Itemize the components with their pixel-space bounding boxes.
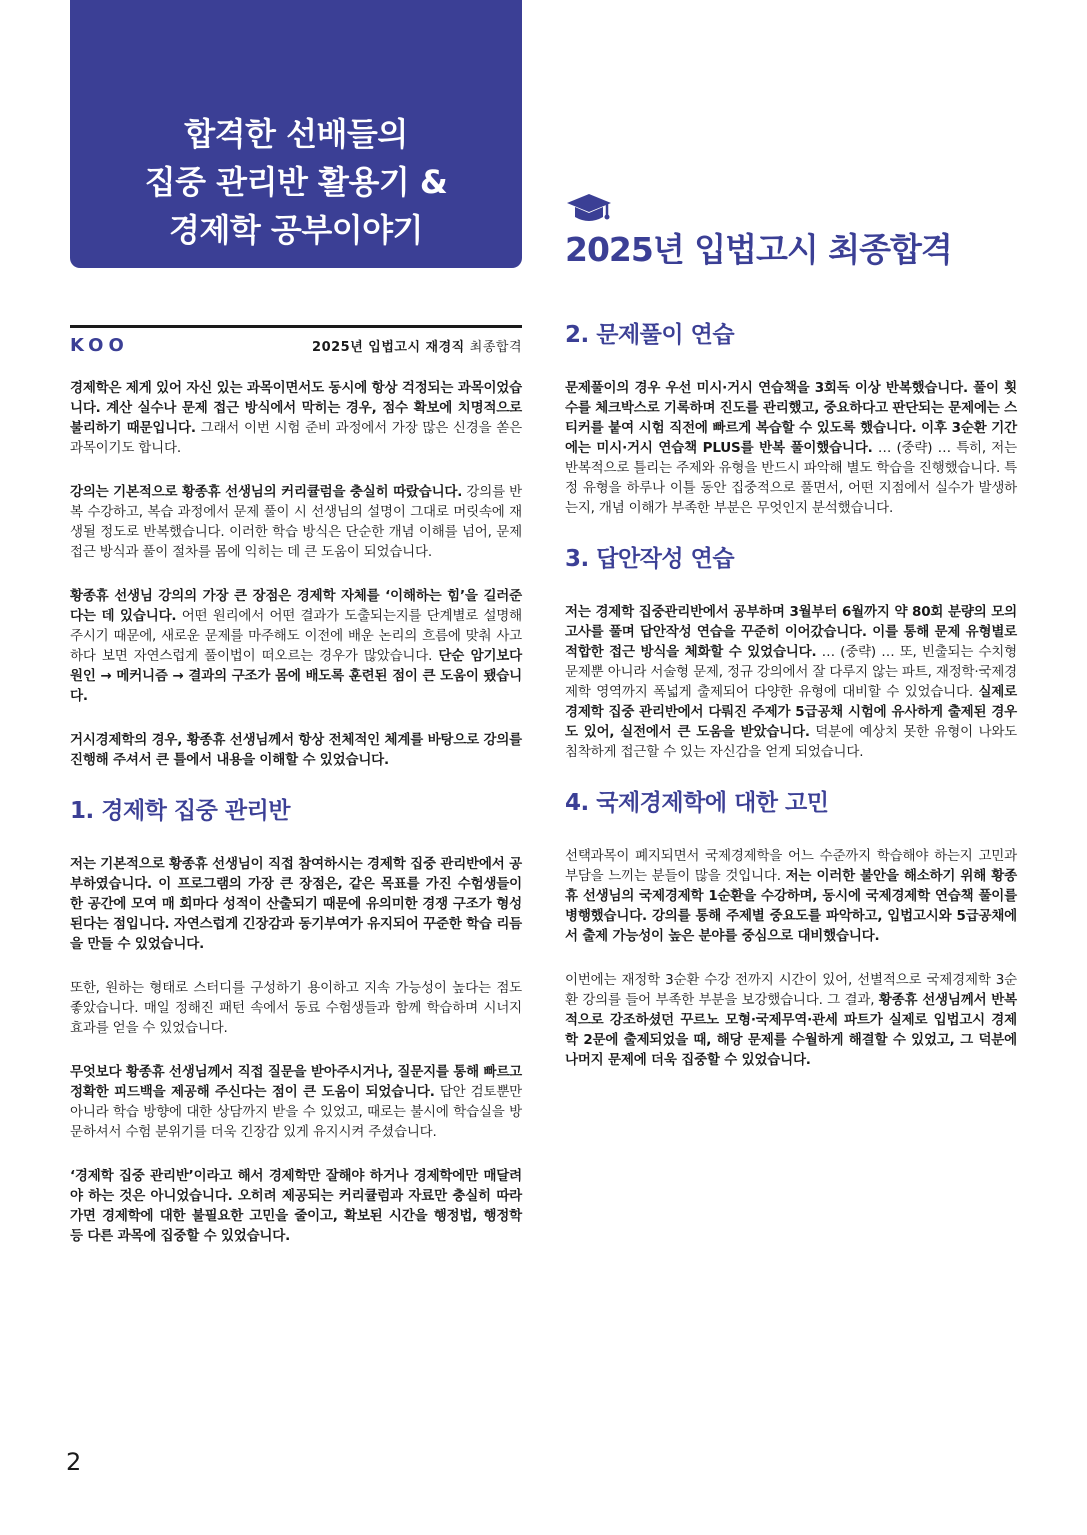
paragraph: [70, 586, 522, 706]
author-name: KOO: [70, 334, 129, 356]
page-title: 2025년 입법고시 최종합격: [565, 230, 952, 269]
paragraph: [565, 378, 1017, 518]
section-heading-3: 3. 답안작성 연습: [565, 546, 735, 572]
text: 또한, 원하는 형태로 스터디를 구성하기 용이하고 지속 가능성이 높다는 점도 좋았습니다. 매일 정해진 패턴 속에서 동료 수험생들과 함께 학습하며 시너지 효과를 얻을 수 있었습니다.: [70, 980, 522, 1036]
author-meta: [312, 336, 522, 355]
text: 덕분에 예상치 못한 유형이 나와도 침착하게 접근할 수 있는 자신감을 얻게 되었습니다.: [565, 724, 1018, 760]
author-result: 최종합격: [469, 339, 522, 355]
paragraph: [70, 1166, 522, 1246]
bold-text: 실제로 경제학 집중 관리반에서 다뤄진 주제가 5급공채 시험에 유사하게 출제된 경우도 있어, 실전에서 큰 도움을 받았습니다.: [565, 684, 1017, 740]
section-heading-2: 2. 문제풀이 연습: [565, 322, 735, 348]
right-column: [565, 318, 1017, 1094]
text: … (중략) … 특히, 저는 반복적으로 틀리는 주제와 유형을 반드시 파악해 별도 학습을 진행했습니다. 특정 유형을 하루나 이틀 동안 집중적으로 풀면서, 어떤 지점에서 실수가 발생하는지, 개념 이해가 부족한 부분은 무엇인지 분석했습니다.: [565, 440, 1017, 516]
paragraph: [70, 482, 522, 562]
bold-text: 황종휴 선생님께서 반복적으로 강조하셨던 꾸르노 모형·국제무역·관세 파트가 실제로 입법고시 경제학 2문에 출제되었을 때, 해당 문제를 수월하게 해결할 수 있었고, 그 덕분에 나머지 문제에 더욱 집중할 수 있었습니다.: [565, 992, 1017, 1068]
paragraph: [565, 970, 1017, 1070]
bold-text: 저는 이러한 불안을 해소하기 위해 황종휴 선생님의 국제경제학 1순환을 수강하며, 동시에 국제경제학 연습책 풀이를 병행했습니다. 강의를 통해 주제별 중요도를 파악하고, 입법고시와 5급공채에서 출제 가능성이 높은 분야를 중심으로 대비했습니다.: [565, 868, 1017, 944]
paragraph: [70, 378, 522, 458]
bold-text: 문제풀이의 경우 우선 미시·거시 연습책을 3회독 이상 반복했습니다. 풀이 횟수를 체크박스로 기록하며 진도를 관리했고, 중요하다고 판단되는 문제에는 스티커를 붙여 시험 직전에 빠르게 복습할 수 있도록 했습니다. 이후 3순환 기간에는 미시·거시 연습책 PLUS를 반복 풀이했습니다.: [565, 380, 1017, 456]
paragraph: [70, 1062, 522, 1142]
text: 답안 검토뿐만 아니라 학습 방향에 대한 상담까지 받을 수 있었고, 때로는 불시에 학습실을 방문하셔서 수험 분위기를 더욱 긴장감 있게 유지시켜 주셨습니다.: [70, 1084, 523, 1140]
bold-text: ‘경제학 집중 관리반’이라고 해서 경제학만 잘해야 하거나 경제학에만 매달려야 하는 것은 아니었습니다. 오히려 제공되는 커리큘럼과 자료만 충실히 따라가면 경제학에 대한 불필요한 고민을 줄이고, 확보된 시간을 행정법, 행정학 등 다른 과목에 집중할 수 있었습니다.: [70, 1168, 522, 1244]
page-number: 2: [66, 1448, 82, 1476]
bold-text: 강의는 기본적으로 황종휴 선생님의 커리큘럼을 충실히 따랐습니다.: [70, 484, 463, 500]
banner-line-2: 집중 관리반 활용기 &: [144, 163, 448, 201]
bold-text: 거시경제학의 경우, 황종휴 선생님께서 항상 전체적인 체계를 바탕으로 강의를 진행해 주셔서 큰 틀에서 내용을 이해할 수 있었습니다.: [70, 732, 522, 768]
text: 어떤 원리에서 어떤 결과가 도출되는지를 단계별로 설명해 주시기 때문에, 새로운 문제를 마주해도 이전에 배운 논리의 흐름에 맞춰 사고하다 보면 자연스럽게 풀이법이 떠오르는 경우가 많았습니다.: [70, 608, 522, 664]
bold-text: 황종휴 선생님 강의의 가장 큰 장점은 경제학 자체를 ‘이해하는 힘’을 길러준다는 데 있습니다.: [70, 588, 522, 624]
author-exam: 2025년 입법고시 재경직: [312, 339, 465, 355]
banner-line-3: 경제학 공부이야기: [169, 211, 423, 249]
bold-text: 저는 경제학 집중관리반에서 공부하며 3월부터 6월까지 약 80회 분량의 모의고사를 풀며 답안작성 연습을 꾸준히 이어갔습니다. 이를 통해 문제 유형별로 적합한 접근 방식을 체화할 수 있었습니다.: [565, 604, 1017, 660]
banner-line-1: 합격한 선배들의: [184, 115, 408, 153]
graduation-cap-icon: [565, 192, 613, 228]
text: … (중략) … 또, 빈출되는 수치형 문제뿐 아니라 서술형 문제, 정규 강의에서 잘 다루지 않는 파트, 재정학·국제경제학 영역까지 폭넓게 출제되어 다양한 유형에 대비할 수 있었습니다.: [565, 644, 1017, 700]
bold-text: 경제학은 제게 있어 자신 있는 과목이면서도 동시에 항상 걱정되는 과목이었습니다. 계산 실수나 문제 접근 방식에서 막히는 경우, 점수 확보에 치명적으로 불리하기 때문입니다.: [70, 380, 522, 436]
section-heading-4: 4. 국제경제학에 대한 고민: [565, 790, 829, 816]
left-column: [70, 320, 522, 1270]
text: 선택과목이 폐지되면서 국제경제학을 어느 수준까지 학습해야 하는지 고민과 부담을 느끼는 분들이 많을 것입니다.: [565, 848, 1017, 884]
section-heading-1: 1. 경제학 집중 관리반: [70, 798, 291, 824]
bold-text: 단순 암기보다 원인 → 메커니즘 → 결과의 구조가 몸에 배도록 훈련된 점이 큰 도움이 됐습니다.: [70, 648, 522, 704]
paragraph: [70, 854, 522, 954]
text: 강의를 반복 수강하고, 복습 과정에서 문제 풀이 시 선생님의 설명이 그대로 머릿속에 재생될 정도로 반복했습니다. 이러한 학습 방식은 단순한 개념 이해를 넘어, 문제 접근 방식과 풀이 절차를 몸에 익히는 데 큰 도움이 되었습니다.: [70, 484, 522, 560]
bold-text: 무엇보다 황종휴 선생님께서 직접 질문을 받아주시거나, 질문지를 통해 빠르고 정확한 피드백을 제공해 주신다는 점이 큰 도움이 되었습니다.: [70, 1064, 522, 1100]
paragraph: [565, 602, 1017, 762]
paragraph: [70, 730, 522, 770]
bold-text: 저는 기본적으로 황종휴 선생님이 직접 참여하시는 경제학 집중 관리반에서 공부하였습니다. 이 프로그램의 가장 큰 장점은, 같은 목표를 가진 수험생들이 한 공간에 모여 매 회마다 성적이 산출되기 때문에 유의미한 경쟁 구조가 형성된다는 점입니다. 자연스럽게 긴장감과 동기부여가 유지되어 꾸준한 학습 리듬을 만들 수 있었습니다.: [70, 856, 522, 952]
title-banner: [70, 0, 522, 268]
author-bar: [70, 325, 522, 362]
text: 그래서 이번 시험 준비 과정에서 가장 많은 신경을 쏟은 과목이기도 합니다.: [70, 420, 522, 456]
paragraph: [565, 846, 1017, 946]
paragraph: [70, 978, 522, 1038]
text: 이번에는 재정학 3순환 수강 전까지 시간이 있어, 선별적으로 국제경제학 3순환 강의를 들어 부족한 부분을 보강했습니다. 그 결과,: [565, 972, 1017, 1008]
